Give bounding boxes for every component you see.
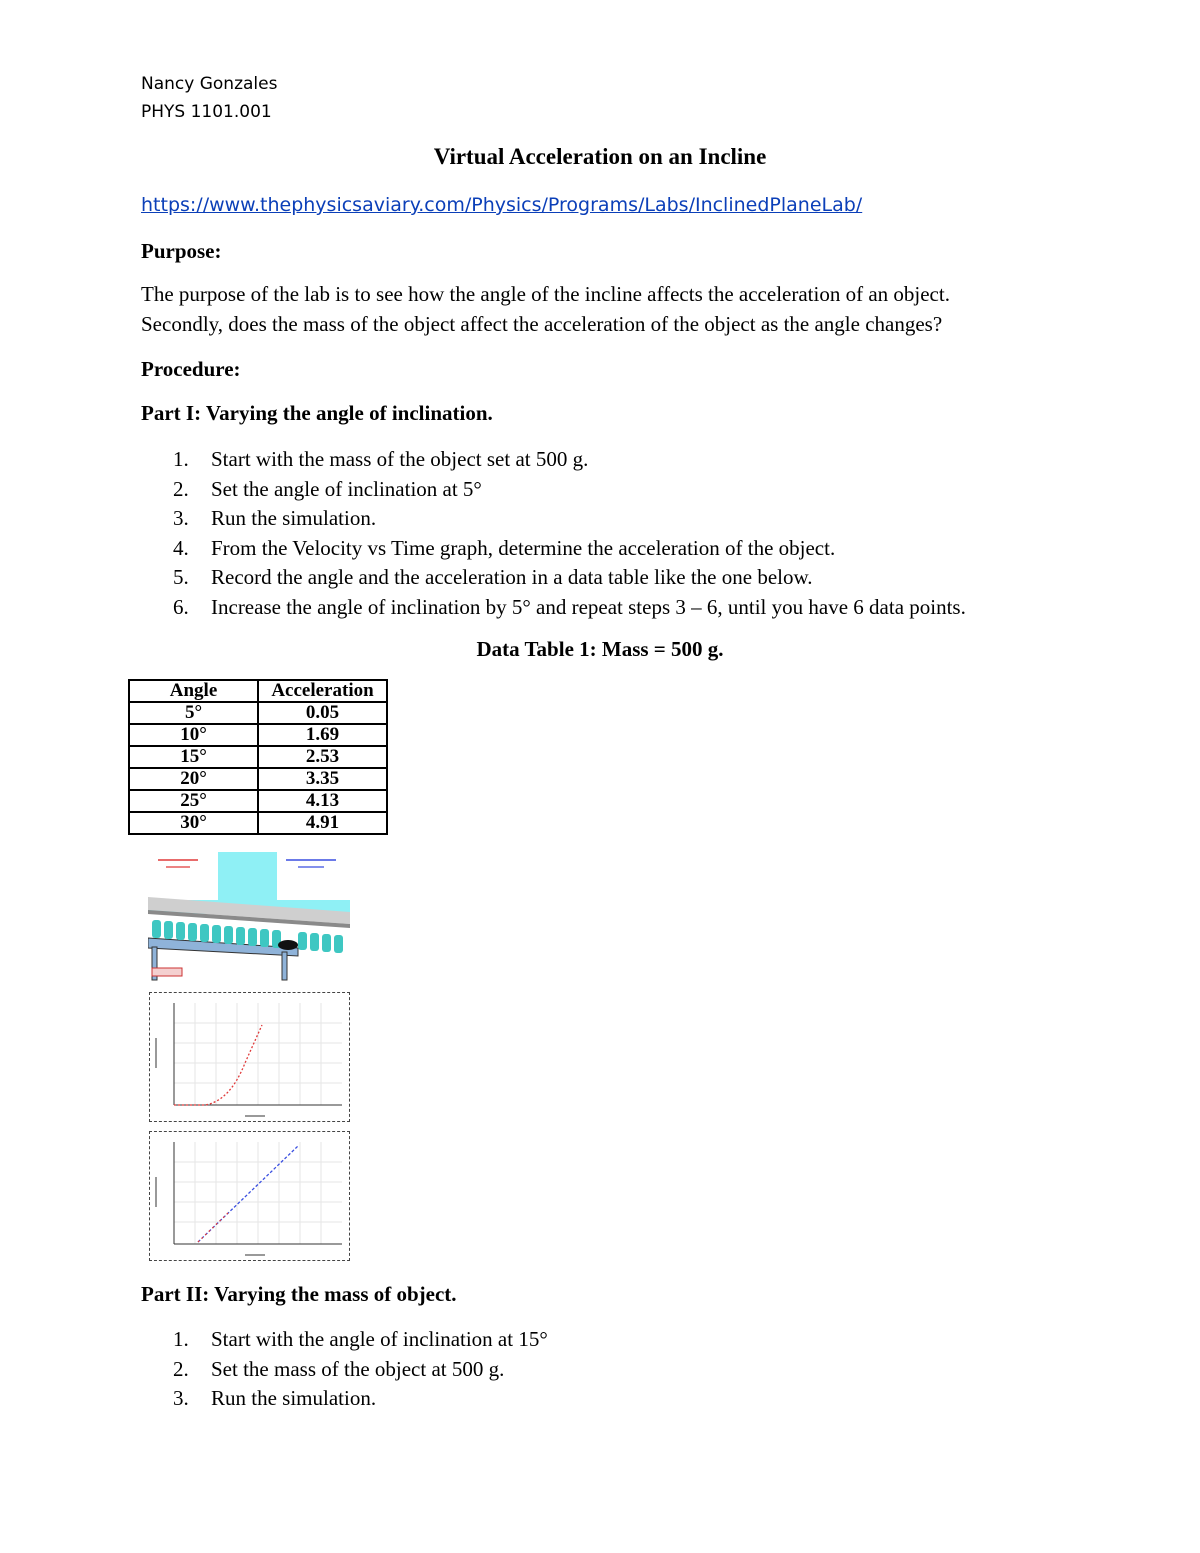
purpose-heading: Purpose: — [141, 239, 222, 263]
position-graph-image — [150, 993, 349, 1121]
angle-cell: 15° — [129, 746, 258, 768]
column-header-acceleration: Acceleration — [258, 680, 387, 702]
simulation-screenshot — [148, 852, 350, 982]
table-row — [129, 768, 387, 790]
table-row — [129, 702, 387, 724]
list-item — [141, 563, 966, 593]
angle-cell: 20° — [129, 768, 258, 790]
acceleration-cell: 4.91 — [258, 812, 387, 834]
velocity-time-graph-thumbnail — [149, 1131, 350, 1261]
velocity-graph-image — [150, 1132, 349, 1260]
step-text: Set the mass of the object at 500 g. — [211, 1356, 505, 1381]
angle-cell: 30° — [129, 812, 258, 834]
angle-cell: 10° — [129, 724, 258, 746]
data-table-title: Data Table 1: Mass = 500 g. — [476, 637, 724, 661]
step-number: 2. — [173, 476, 189, 501]
step-number: 2. — [173, 1356, 189, 1381]
table-row — [129, 746, 387, 768]
simulation-link[interactable]: https://www.thephysicsaviary.com/Physics/Programs/Labs/InclinedPlaneLab/ — [141, 194, 863, 216]
part1-heading: Part I: Varying the angle of inclination. — [141, 401, 493, 425]
list-item — [141, 1325, 548, 1355]
step-number: 1. — [173, 447, 189, 471]
acceleration-cell: 4.13 — [258, 790, 387, 812]
purpose-line-2: Secondly, does the mass of the object affect the acceleration of the object as the angle changes? — [141, 312, 943, 336]
list-item — [141, 475, 966, 505]
acceleration-cell: 1.69 — [258, 724, 387, 746]
acceleration-cell: 3.35 — [258, 768, 387, 790]
list-item — [141, 534, 966, 564]
column-header-angle: Angle — [129, 680, 258, 702]
acceleration-cell: 0.05 — [258, 702, 387, 724]
table-row — [129, 812, 387, 834]
step-number: 1. — [173, 1327, 189, 1351]
author-name: Nancy Gonzales — [141, 74, 278, 94]
list-item — [141, 1384, 548, 1414]
step-text: Record the angle and the acceleration in a data table like the one below. — [211, 565, 813, 589]
position-time-graph-thumbnail — [149, 992, 350, 1122]
part2-heading: Part II: Varying the mass of object. — [141, 1282, 457, 1306]
document-title: Virtual Acceleration on an Incline — [433, 144, 767, 169]
step-number: 3. — [173, 1386, 189, 1410]
list-item — [141, 593, 966, 623]
step-number: 4. — [173, 535, 189, 560]
table-row — [129, 724, 387, 746]
part1-steps — [141, 445, 966, 622]
acceleration-cell: 2.53 — [258, 746, 387, 768]
list-item — [141, 1355, 548, 1385]
step-text: From the Velocity vs Time graph, determine the acceleration of the object. — [211, 535, 836, 560]
step-text: Run the simulation. — [211, 506, 377, 530]
purpose-line-1: The purpose of the lab is to see how the angle of the incline affects the acceleration of an object. — [141, 282, 950, 306]
step-number: 3. — [173, 506, 189, 530]
course-code: PHYS 1101.001 — [141, 102, 272, 122]
step-text: Start with the angle of inclination at 15° — [211, 1327, 548, 1351]
step-text: Run the simulation. — [211, 1386, 377, 1410]
list-item — [141, 504, 966, 534]
procedure-heading: Procedure: — [141, 357, 241, 381]
incline-simulation-image — [148, 852, 350, 982]
table-row — [129, 790, 387, 812]
angle-cell: 25° — [129, 790, 258, 812]
list-item — [141, 445, 966, 475]
angle-cell: 5° — [129, 702, 258, 724]
step-number: 5. — [173, 565, 189, 589]
table-header-row — [129, 680, 387, 702]
step-text: Set the angle of inclination at 5° — [211, 476, 482, 501]
part2-steps — [141, 1325, 548, 1414]
step-number: 6. — [173, 594, 189, 619]
data-table — [128, 679, 388, 835]
step-text: Increase the angle of inclination by 5° and repeat steps 3 – 6, until you have 6 data points. — [211, 594, 966, 619]
step-text: Start with the mass of the object set at 500 g. — [211, 447, 589, 471]
